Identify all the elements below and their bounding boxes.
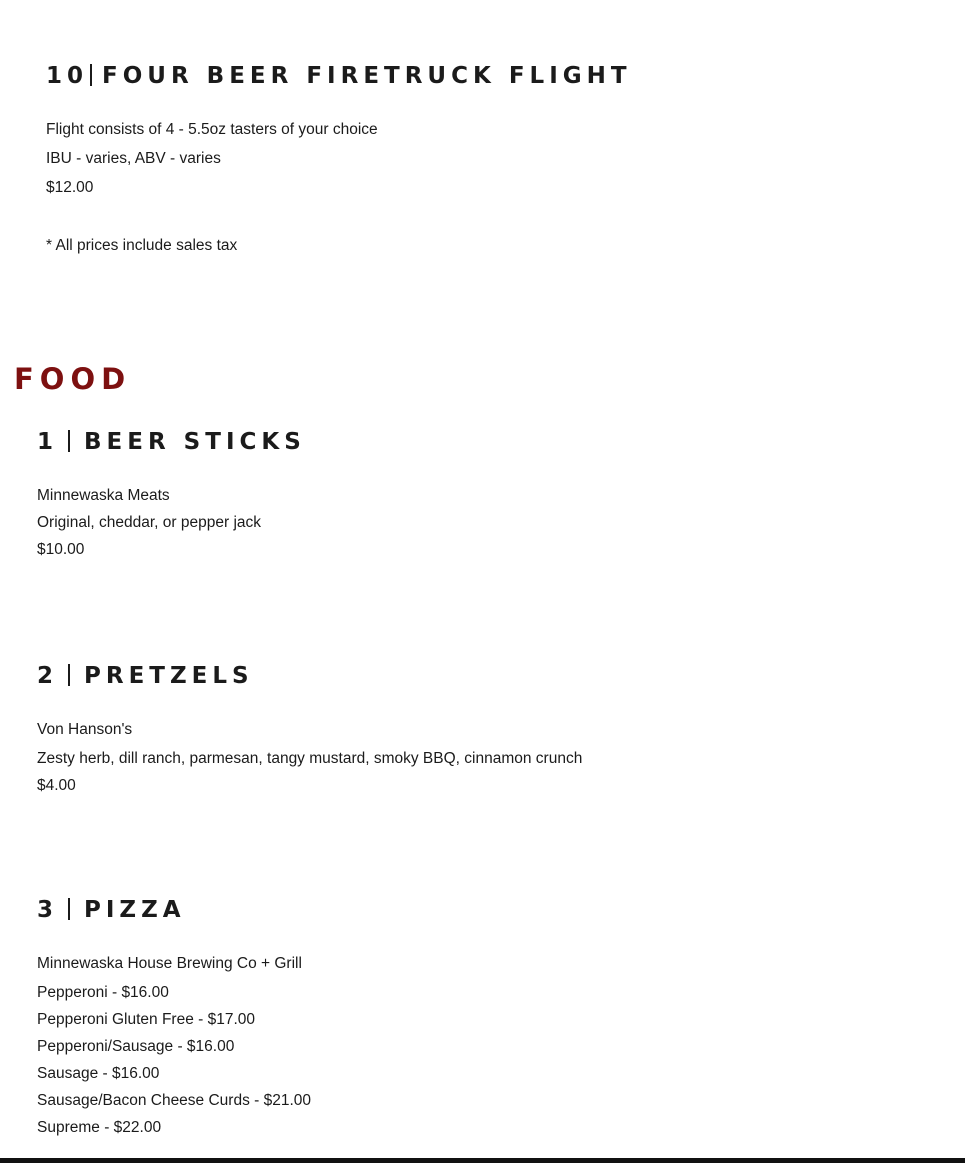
food-item-number: 3 xyxy=(37,897,59,923)
pizza-option: Pepperoni/Sausage - $16.00 xyxy=(37,1038,235,1055)
food-item-title: PIZZA xyxy=(84,897,186,923)
beer-flight-number: 10 xyxy=(46,63,89,89)
pizza-option: Pepperoni Gluten Free - $17.00 xyxy=(37,1011,255,1028)
heading-separator xyxy=(90,64,92,86)
food-item-heading-pizza xyxy=(37,898,186,922)
heading-separator xyxy=(68,898,70,920)
food-item-heading-beer-sticks xyxy=(37,430,306,454)
pizza-option: Sausage - $16.00 xyxy=(37,1065,160,1082)
food-item-title: BEER STICKS xyxy=(84,429,306,455)
food-item-line: Von Hanson's xyxy=(37,721,133,738)
bottom-divider xyxy=(0,1158,965,1163)
food-item-price: $4.00 xyxy=(37,777,76,794)
food-section-title: FOOD xyxy=(14,362,132,396)
food-item-title: PRETZELS xyxy=(84,663,254,689)
sales-tax-note: * All prices include sales tax xyxy=(46,237,238,254)
food-item-line: Zesty herb, dill ranch, parmesan, tangy mustard, smoky BBQ, cinnamon crunch xyxy=(37,750,583,767)
pizza-option: Pepperoni - $16.00 xyxy=(37,984,169,1001)
food-item-price: $10.00 xyxy=(37,541,85,558)
pizza-option: Sausage/Bacon Cheese Curds - $21.00 xyxy=(37,1092,312,1109)
food-item-line: Minnewaska Meats xyxy=(37,487,170,504)
heading-separator xyxy=(68,430,70,452)
food-item-line: Minnewaska House Brewing Co + Grill xyxy=(37,955,302,972)
beer-flight-price: $12.00 xyxy=(46,179,94,196)
food-item-number: 2 xyxy=(37,663,59,689)
food-item-number: 1 xyxy=(37,429,59,455)
pizza-option: Supreme - $22.00 xyxy=(37,1119,162,1136)
food-item-heading-pretzels xyxy=(37,664,254,688)
heading-separator xyxy=(68,664,70,686)
beer-flight-ibu-abv: IBU - varies, ABV - varies xyxy=(46,150,221,167)
beer-flight-description: Flight consists of 4 - 5.5oz tasters of your choice xyxy=(46,121,378,138)
beer-flight-heading xyxy=(46,64,632,88)
beer-flight-title: FOUR BEER FIRETRUCK FLIGHT xyxy=(102,63,632,89)
food-item-line: Original, cheddar, or pepper jack xyxy=(37,514,262,531)
